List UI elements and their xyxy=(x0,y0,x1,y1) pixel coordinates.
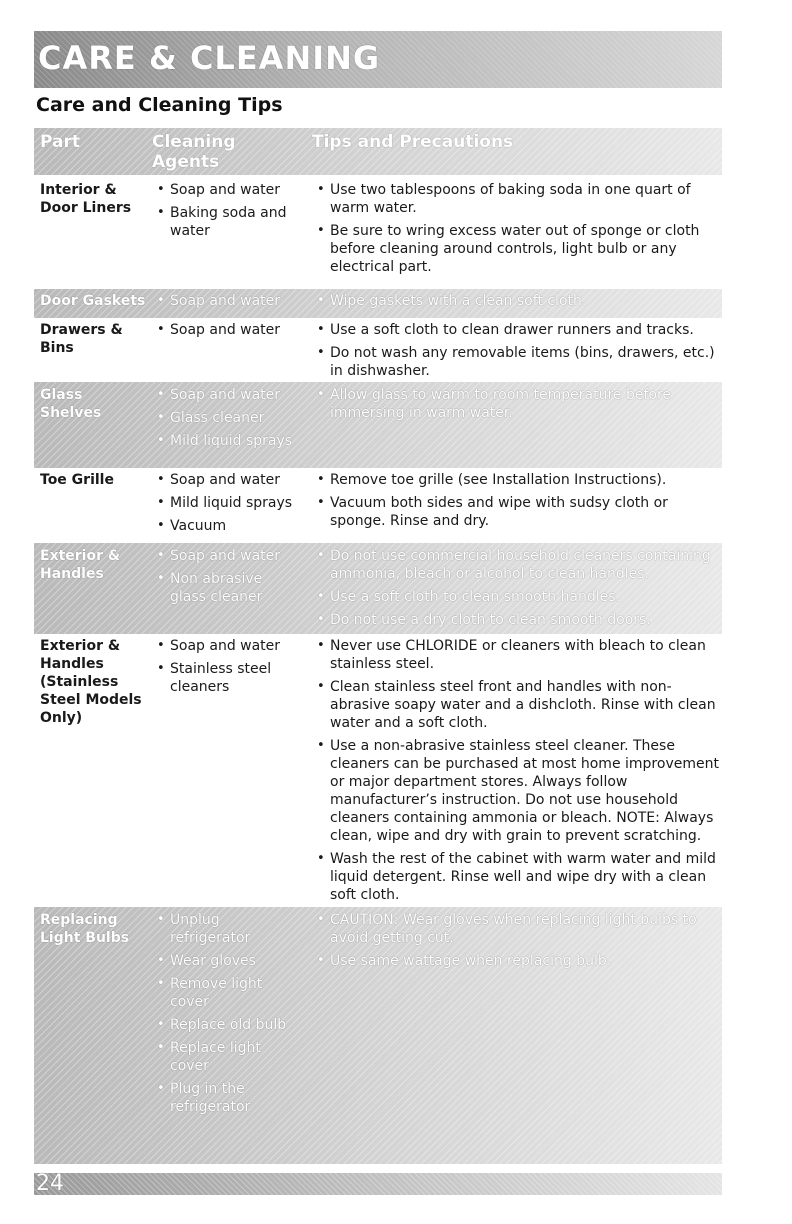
cleaning-agents-cell xyxy=(152,471,302,540)
header-cleaning-agents: Cleaning Agents xyxy=(152,132,236,172)
cleaning-agent-item: • Remove light cover xyxy=(152,975,302,1011)
cleaning-agent-item: • Plug in the refrigerator xyxy=(152,1080,302,1116)
page-number: 24 xyxy=(36,1171,64,1196)
tip-item: • Wipe gaskets with a clean soft cloth. xyxy=(312,292,722,310)
cleaning-agent-item: • Soap and water xyxy=(152,181,302,199)
cleaning-agent-item: • Soap and water xyxy=(152,547,302,565)
cleaning-agents-cell xyxy=(152,637,302,701)
cleaning-agents-cell xyxy=(152,292,302,315)
tips-cell xyxy=(312,471,722,535)
tips-list xyxy=(312,292,722,310)
cleaning-agent-item: • Mild liquid sprays xyxy=(152,432,302,450)
tips-list xyxy=(312,471,722,530)
cleaning-agent-item: • Soap and water xyxy=(152,637,302,655)
tip-item: • Do not use commercial household cleaners containing ammonia, bleach or alcohol to clean handles. xyxy=(312,547,722,583)
tip-item: • Do not wash any removable items (bins, drawers, etc.) in dishwasher. xyxy=(312,344,722,380)
cleaning-agent-item: • Soap and water xyxy=(152,471,302,489)
cleaning-agent-item: • Replace old bulb xyxy=(152,1016,302,1034)
table-row xyxy=(34,543,722,634)
part-name: Drawers & Bins xyxy=(40,322,123,356)
table-row xyxy=(34,468,722,543)
section-banner xyxy=(34,31,722,88)
part-name: Exterior & Handles (Stainless Steel Models Only) xyxy=(40,638,142,726)
tips-cell xyxy=(312,911,722,975)
tip-item: • Wash the rest of the cabinet with warm water and mild liquid detergent. Rinse well and wipe dry with a clean soft cloth. xyxy=(312,850,722,904)
tip-item: • Vacuum both sides and wipe with sudsy cloth or sponge. Rinse and dry. xyxy=(312,494,722,530)
cleaning-agent-item: • Soap and water xyxy=(152,321,302,339)
cleaning-agent-item: • Stainless steel cleaners xyxy=(152,660,302,696)
table-row xyxy=(34,318,722,382)
part-name: Interior & Door Liners xyxy=(40,182,132,216)
cleaning-agent-item: • Mild liquid sprays xyxy=(152,494,302,512)
tip-item: • Use two tablespoons of baking soda in one quart of warm water. xyxy=(312,181,722,217)
tip-item: • Use a non-abrasive stainless steel cleaner. These cleaners can be purchased at most home improvement or major department stores. Always follow manufacturer’s instruction. Do not use household cleaners containing ammonia or bleach. NOTE: Always clean, wipe and dry with grain to prevent scratching. xyxy=(312,737,722,845)
cleaning-agents-list xyxy=(152,911,302,1116)
tips-cell xyxy=(312,547,722,634)
table-row xyxy=(34,634,722,907)
cleaning-agent-item: • Wear gloves xyxy=(152,952,302,970)
cleaning-agent-item: • Soap and water xyxy=(152,292,302,310)
tips-list xyxy=(312,911,722,970)
tip-item: • Use same wattage when replacing bulb. xyxy=(312,952,722,970)
cleaning-agent-item: • Non abrasive glass cleaner xyxy=(152,570,302,606)
table-row xyxy=(34,382,722,468)
cleaning-agents-cell xyxy=(152,181,302,245)
tip-item: • Remove toe grille (see Installation Instructions). xyxy=(312,471,722,489)
tips-cell xyxy=(312,292,722,315)
cleaning-agent-item: • Replace light cover xyxy=(152,1039,302,1075)
tips-cell xyxy=(312,637,722,909)
table-row xyxy=(34,907,722,1164)
cleaning-agents-list xyxy=(152,321,302,339)
tips-list xyxy=(312,386,722,422)
table-row xyxy=(34,175,722,289)
tip-item: • Clean stainless steel front and handles with non-abrasive soapy water and a dishcloth. Rinse with clean water and a soft cloth. xyxy=(312,678,722,732)
tip-item: • Allow glass to warm to room temperature before immersing in warm water. xyxy=(312,386,722,422)
cleaning-agent-item: • Vacuum xyxy=(152,517,302,535)
care-cleaning-table xyxy=(34,128,722,1164)
cleaning-agents-list xyxy=(152,471,302,535)
tip-item: • Be sure to wring excess water out of sponge or cloth before cleaning around controls, light bulb or any electrical part. xyxy=(312,222,722,276)
tips-list xyxy=(312,321,722,380)
part-name: Replacing Light Bulbs xyxy=(40,912,130,946)
part-name: Glass Shelves xyxy=(40,387,102,421)
part-name: Toe Grille xyxy=(40,472,114,488)
cleaning-agent-item: • Baking soda and water xyxy=(152,204,302,240)
banner-title: CARE & CLEANING xyxy=(38,39,381,77)
table-header-row xyxy=(34,128,722,175)
cleaning-agents-list xyxy=(152,292,302,310)
tips-cell xyxy=(312,386,722,427)
page-footer xyxy=(34,1173,722,1195)
cleaning-agent-item: • Glass cleaner xyxy=(152,409,302,427)
tips-cell xyxy=(312,181,722,281)
header-part: Part xyxy=(40,132,80,152)
tips-list xyxy=(312,181,722,276)
tip-item: • Never use CHLORIDE or cleaners with bleach to clean stainless steel. xyxy=(312,637,722,673)
cleaning-agents-list xyxy=(152,637,302,696)
part-name: Door Gaskets xyxy=(40,293,146,309)
table-body xyxy=(34,175,722,1164)
page-title: Care and Cleaning Tips xyxy=(36,94,283,116)
tip-item: • Use a soft cloth to clean drawer runners and tracks. xyxy=(312,321,722,339)
table-row xyxy=(34,289,722,318)
tip-item: • Do not use a dry cloth to clean smooth doors. xyxy=(312,611,722,629)
cleaning-agent-item: • Unplug refrigerator xyxy=(152,911,302,947)
tips-list xyxy=(312,637,722,904)
cleaning-agent-item: • Soap and water xyxy=(152,386,302,404)
cleaning-agents-list xyxy=(152,386,302,450)
cleaning-agents-cell xyxy=(152,547,302,611)
part-name: Exterior & Handles xyxy=(40,548,121,582)
cleaning-agents-cell xyxy=(152,386,302,455)
tips-cell xyxy=(312,321,722,385)
cleaning-agents-cell xyxy=(152,321,302,344)
cleaning-agents-cell xyxy=(152,911,302,1121)
tips-list xyxy=(312,547,722,629)
cleaning-agents-list xyxy=(152,547,302,606)
cleaning-agents-list xyxy=(152,181,302,240)
tip-item: • CAUTION: Wear gloves when replacing light bulbs to avoid getting cut. xyxy=(312,911,722,947)
tip-item: • Use a soft cloth to clean smooth handles. xyxy=(312,588,722,606)
header-tips: Tips and Precautions xyxy=(312,132,514,152)
